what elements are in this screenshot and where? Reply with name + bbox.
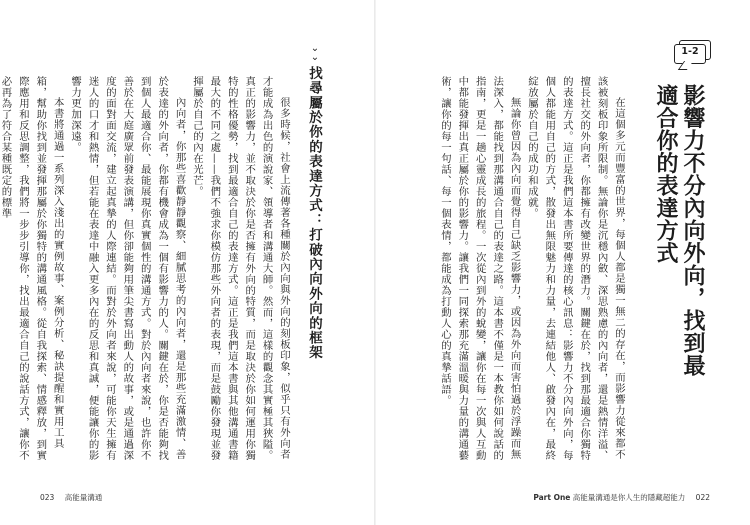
- chapter-badge: [674, 40, 708, 70]
- paragraph: 本書將通過一系列深入淺出的實例故事、案例分析、秘訣提醒和實用工具箱，幫助你找到並發揮那屬於你獨特的溝通風格。從自我探索、情感釋放，到實際應用和反思調整，我們將一步步引導你，找出最適合自己的說話方式，讓你不必再為了符合某種既定的標準: [0, 76, 64, 461]
- paragraph: 內向者，你那些喜歡靜靜觀察、細膩思考的內向者，還是那些充滿激情、善於表達的外向者，你都有機會成為一個有影響力的人。關鍵在於，你是否能夠找到個人最適合你、最能展現你真實個性的溝通方式。對於內向者來說，也許你不善於在大庭廣眾前發表演講，但你卻能夠用筆尖書寫出動人的故事，或是通過深度的面對面交流，建立起真摯的人際連結。而對於外向者來說，可能你天生擁有迷人的口才和熱情，但若能在表達中融入更多內在的反思和真誠，便能讓你的影響力更加深遠。: [69, 76, 186, 461]
- section-title: 找尋屬於你的表達方式：打破內向外向的框架: [306, 66, 322, 360]
- paragraph: 很多時候，社會上流傳著各種關於內向與外向的刻板印象，似乎只有外向者才能成為出色的演說家、領導者和溝通大師。然而，這樣的觀念其實極其狹隘。真正的影響力，並不取決於你是否擁有外向的特質，而是取決於你如何運用你獨特的性格優勢，找到最適合自己的表達方式。這正是我們這本書與其他溝通書籍最大的不同之處——我們不強求你模仿那些外向者的表現，而是鼓勵你發現並發揮屬於自己的內在光芒。: [190, 76, 290, 461]
- double-chevron-down-icon: ⌄ ⌄: [310, 43, 320, 63]
- part-label: Part One: [533, 493, 571, 502]
- chapter-running-title: 高能量溝通是你人生的隱藏超能力: [572, 493, 686, 502]
- right-footer: [533, 492, 710, 503]
- right-body-text: [431, 76, 627, 466]
- left-page: [0, 0, 374, 525]
- paragraph: 無論你曾因為內向而覺得自己缺乏影響力，或因為外向而害怕過於浮躁而無法深入，都能找到那溝通合自己的表達之路。這本書不僅是一本教你如何說話的指南，更是一趟心靈成長的旅程。一次從內到外的蛻變，讓你在每一次與人互動中都能發揮出真正屬於你的影響力。讓我們一同探索那充滿溫暖與力量的溝通藝術，讓你的每一句話、每一個表情，都能成為打動人心的真摯話語。: [438, 76, 521, 461]
- left-footer: [40, 492, 102, 503]
- chapter-title: 影響力不分內向外向，找到最適合你的表達方式: [653, 84, 705, 377]
- page-number: 022: [695, 493, 710, 502]
- right-page: [376, 0, 750, 525]
- left-body-text: [0, 76, 292, 466]
- section-heading: [300, 44, 330, 464]
- chapter-number: 1-2: [681, 46, 699, 57]
- book-title: 高能量溝通: [64, 493, 103, 502]
- paragraph: 在這個多元而豐富的世界，每個人都是獨一無二的存在，而影響力從來都不該被刻板印象所限制。無論你是沉穩內斂、深思熟慮的內向者，還是熱情洋溢、擅長社交的外向者，你都擁有改變世界的潛力。關鍵在於，找到那最適合你獨特的表達方式。這正是我們這本書所要傳達的核心訊息：影響力不分內向外向，每個人都能用自己的方式，散發出無限魅力和力量，去連結他人、啟發內在，最終綻放屬於自己的成功和成就。: [525, 76, 625, 461]
- page-number: 023: [40, 493, 55, 502]
